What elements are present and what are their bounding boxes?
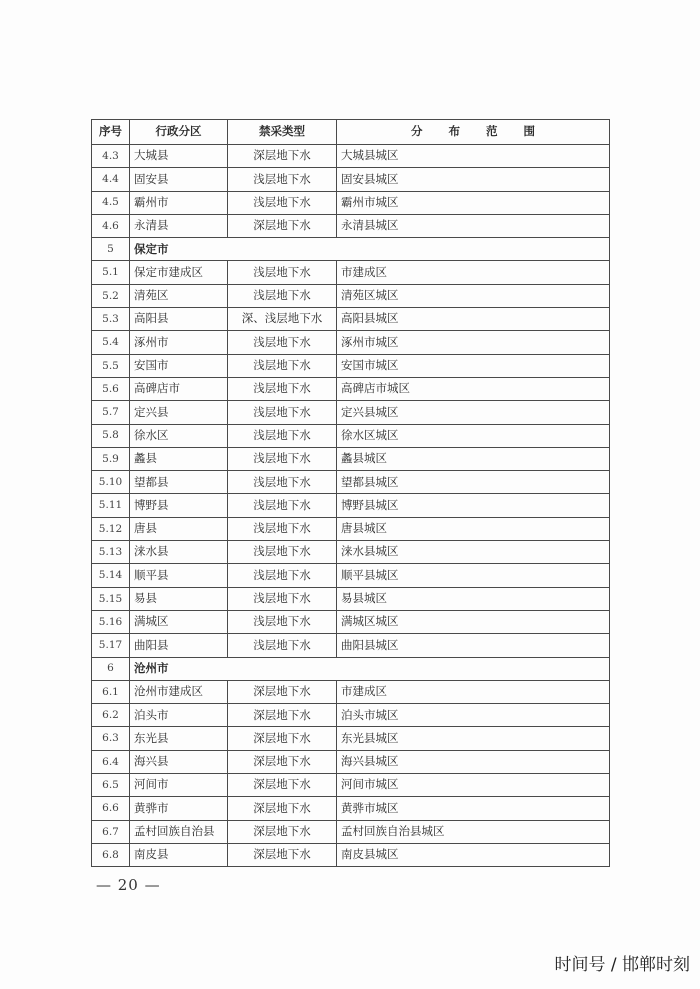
row-admin-division: 蠡县 (130, 447, 228, 470)
row-number: 5.16 (92, 610, 130, 633)
header-no: 序号 (92, 120, 130, 145)
table-row (92, 750, 610, 773)
row-number: 4.6 (92, 214, 130, 237)
table-row (92, 517, 610, 540)
row-number: 5.17 (92, 634, 130, 657)
row-ban-type: 浅层地下水 (228, 564, 337, 587)
row-ban-type: 浅层地下水 (228, 191, 337, 214)
row-ban-type: 浅层地下水 (228, 634, 337, 657)
row-number: 6.3 (92, 727, 130, 750)
row-number: 5.6 (92, 377, 130, 400)
row-ban-type: 浅层地下水 (228, 354, 337, 377)
table-row (92, 774, 610, 797)
row-number: 6.5 (92, 774, 130, 797)
table-row (92, 610, 610, 633)
table-row (92, 424, 610, 447)
group-number: 6 (92, 657, 130, 680)
row-distribution-range: 霸州市城区 (337, 191, 610, 214)
header-type: 禁采类型 (228, 120, 337, 145)
table-row (92, 471, 610, 494)
row-admin-division: 涞水县 (130, 541, 228, 564)
group-name: 保定市 (130, 238, 610, 261)
table-row (92, 191, 610, 214)
row-distribution-range: 高碑店市城区 (337, 377, 610, 400)
row-ban-type: 浅层地下水 (228, 447, 337, 470)
row-admin-division: 保定市建成区 (130, 261, 228, 284)
row-distribution-range: 定兴县城区 (337, 401, 610, 424)
row-admin-division: 海兴县 (130, 750, 228, 773)
row-number: 5.9 (92, 447, 130, 470)
row-ban-type: 浅层地下水 (228, 331, 337, 354)
row-distribution-range: 曲阳县城区 (337, 634, 610, 657)
row-distribution-range: 南皮县城区 (337, 843, 610, 866)
row-distribution-range: 海兴县城区 (337, 750, 610, 773)
row-number: 5.1 (92, 261, 130, 284)
row-number: 4.5 (92, 191, 130, 214)
row-ban-type: 深层地下水 (228, 797, 337, 820)
row-distribution-range: 固安县城区 (337, 168, 610, 191)
row-distribution-range: 高阳县城区 (337, 308, 610, 331)
row-ban-type: 深层地下水 (228, 843, 337, 866)
row-ban-type: 浅层地下水 (228, 424, 337, 447)
row-number: 6.2 (92, 704, 130, 727)
row-distribution-range: 博野县城区 (337, 494, 610, 517)
table-row (92, 377, 610, 400)
row-ban-type: 深层地下水 (228, 774, 337, 797)
row-distribution-range: 涞水县城区 (337, 541, 610, 564)
row-admin-division: 定兴县 (130, 401, 228, 424)
row-distribution-range: 徐水区城区 (337, 424, 610, 447)
row-ban-type: 深层地下水 (228, 680, 337, 703)
table-row (92, 541, 610, 564)
group-number: 5 (92, 238, 130, 261)
row-number: 5.13 (92, 541, 130, 564)
table-row (92, 797, 610, 820)
table-row (92, 727, 610, 750)
row-ban-type: 浅层地下水 (228, 261, 337, 284)
row-admin-division: 望都县 (130, 471, 228, 494)
header-admin: 行政分区 (130, 120, 228, 145)
row-number: 5.3 (92, 308, 130, 331)
row-distribution-range: 蠡县城区 (337, 447, 610, 470)
row-distribution-range: 河间市城区 (337, 774, 610, 797)
row-distribution-range: 黄骅市城区 (337, 797, 610, 820)
row-admin-division: 南皮县 (130, 843, 228, 866)
row-ban-type: 深、浅层地下水 (228, 308, 337, 331)
row-admin-division: 泊头市 (130, 704, 228, 727)
row-number: 5.5 (92, 354, 130, 377)
row-admin-division: 博野县 (130, 494, 228, 517)
table-row (92, 704, 610, 727)
row-distribution-range: 大城县城区 (337, 145, 610, 168)
row-ban-type: 浅层地下水 (228, 494, 337, 517)
row-admin-division: 大城县 (130, 145, 228, 168)
row-admin-division: 清苑区 (130, 284, 228, 307)
row-distribution-range: 唐县城区 (337, 517, 610, 540)
row-distribution-range: 易县城区 (337, 587, 610, 610)
row-distribution-range: 市建成区 (337, 261, 610, 284)
table-row (92, 214, 610, 237)
row-admin-division: 东光县 (130, 727, 228, 750)
row-distribution-range: 满城区城区 (337, 610, 610, 633)
row-number: 5.14 (92, 564, 130, 587)
row-number: 5.8 (92, 424, 130, 447)
row-admin-division: 徐水区 (130, 424, 228, 447)
watermark-text: 时间号 / 邯郸时刻 (554, 955, 690, 975)
row-number: 6.1 (92, 680, 130, 703)
row-ban-type: 浅层地下水 (228, 401, 337, 424)
table-row (92, 308, 610, 331)
row-ban-type: 深层地下水 (228, 145, 337, 168)
row-ban-type: 浅层地下水 (228, 471, 337, 494)
table-row (92, 168, 610, 191)
row-number: 6.4 (92, 750, 130, 773)
table-row (92, 634, 610, 657)
row-admin-division: 固安县 (130, 168, 228, 191)
table-row (92, 261, 610, 284)
row-number: 5.11 (92, 494, 130, 517)
row-ban-type: 浅层地下水 (228, 168, 337, 191)
row-distribution-range: 永清县城区 (337, 214, 610, 237)
table-row (92, 331, 610, 354)
row-distribution-range: 东光县城区 (337, 727, 610, 750)
table-row (92, 680, 610, 703)
table-row (92, 145, 610, 168)
page-number: — 20 — (96, 876, 161, 894)
row-admin-division: 高碑店市 (130, 377, 228, 400)
table-body (92, 145, 610, 867)
row-number: 6.8 (92, 843, 130, 866)
table-row (92, 447, 610, 470)
row-admin-division: 永清县 (130, 214, 228, 237)
row-distribution-range: 顺平县城区 (337, 564, 610, 587)
row-admin-division: 安国市 (130, 354, 228, 377)
row-number: 6.7 (92, 820, 130, 843)
row-ban-type: 浅层地下水 (228, 517, 337, 540)
row-admin-division: 高阳县 (130, 308, 228, 331)
row-ban-type: 深层地下水 (228, 704, 337, 727)
row-ban-type: 浅层地下水 (228, 587, 337, 610)
row-ban-type: 深层地下水 (228, 727, 337, 750)
row-admin-division: 河间市 (130, 774, 228, 797)
row-admin-division: 易县 (130, 587, 228, 610)
table-row (92, 284, 610, 307)
row-distribution-range: 泊头市城区 (337, 704, 610, 727)
row-ban-type: 深层地下水 (228, 214, 337, 237)
table-header-row (92, 120, 610, 145)
row-distribution-range: 涿州市城区 (337, 331, 610, 354)
table-row (92, 587, 610, 610)
row-distribution-range: 安国市城区 (337, 354, 610, 377)
row-number: 5.2 (92, 284, 130, 307)
row-number: 4.4 (92, 168, 130, 191)
row-admin-division: 唐县 (130, 517, 228, 540)
group-name: 沧州市 (130, 657, 610, 680)
row-number: 5.12 (92, 517, 130, 540)
row-admin-division: 顺平县 (130, 564, 228, 587)
row-admin-division: 孟村回族自治县 (130, 820, 228, 843)
table-row (92, 843, 610, 866)
row-admin-division: 满城区 (130, 610, 228, 633)
row-number: 5.15 (92, 587, 130, 610)
table-row (92, 820, 610, 843)
table-row (92, 564, 610, 587)
table-group-row (92, 657, 610, 680)
row-number: 4.3 (92, 145, 130, 168)
row-ban-type: 深层地下水 (228, 820, 337, 843)
row-admin-division: 黄骅市 (130, 797, 228, 820)
row-ban-type: 深层地下水 (228, 750, 337, 773)
row-admin-division: 霸州市 (130, 191, 228, 214)
table-row (92, 401, 610, 424)
row-number: 5.10 (92, 471, 130, 494)
groundwater-ban-table (91, 119, 610, 867)
row-number: 5.7 (92, 401, 130, 424)
row-ban-type: 浅层地下水 (228, 610, 337, 633)
row-number: 5.4 (92, 331, 130, 354)
row-distribution-range: 市建成区 (337, 680, 610, 703)
row-admin-division: 涿州市 (130, 331, 228, 354)
row-distribution-range: 孟村回族自治县城区 (337, 820, 610, 843)
row-ban-type: 浅层地下水 (228, 541, 337, 564)
header-range: 分布范围 (337, 120, 610, 145)
row-ban-type: 浅层地下水 (228, 377, 337, 400)
row-admin-division: 沧州市建成区 (130, 680, 228, 703)
table-row (92, 494, 610, 517)
row-distribution-range: 望都县城区 (337, 471, 610, 494)
row-admin-division: 曲阳县 (130, 634, 228, 657)
table-row (92, 354, 610, 377)
row-number: 6.6 (92, 797, 130, 820)
row-distribution-range: 清苑区城区 (337, 284, 610, 307)
table-group-row (92, 238, 610, 261)
row-ban-type: 浅层地下水 (228, 284, 337, 307)
